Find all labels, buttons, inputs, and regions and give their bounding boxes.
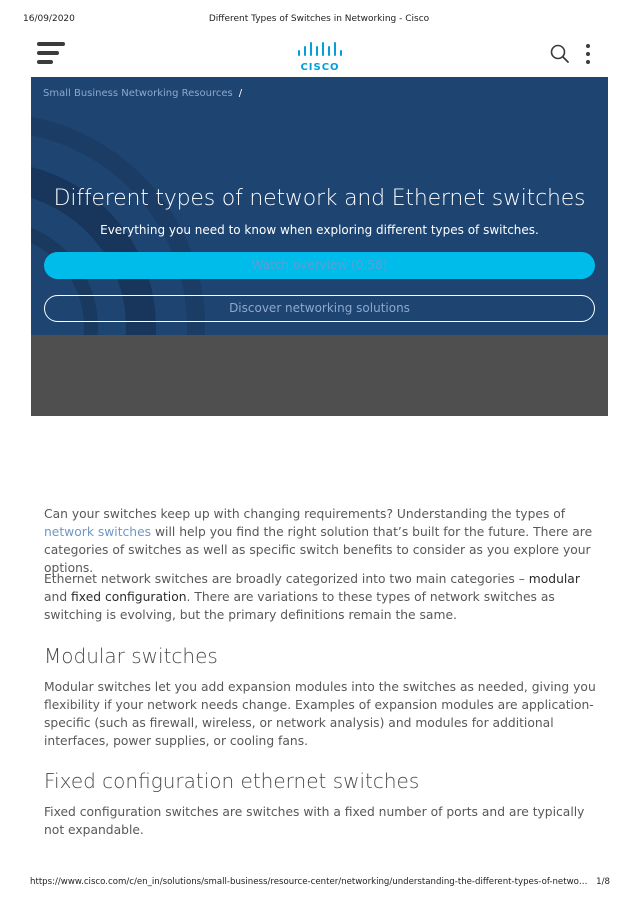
modular-link[interactable]: modular (528, 572, 580, 586)
fixed-configuration-paragraph: Fixed configuration switches are switches with a fixed number of ports and are typically not expandable. (44, 805, 585, 837)
breadcrumb[interactable] (43, 88, 242, 99)
breadcrumb-separator: / (238, 88, 243, 99)
print-page-number: 1/8 (596, 877, 610, 887)
categories-text-2: and (44, 590, 72, 604)
hero-title: Different types of network and Ethernet switches (53, 186, 586, 211)
breadcrumb-link[interactable]: Small Business Networking Resources (43, 88, 233, 99)
hero-banner (31, 77, 608, 335)
categories-text-3: . There are variations to these types of network switches as switching is evolving, but the primary definitions remain the same. (44, 590, 555, 622)
modular-switches-heading: Modular switches (44, 644, 218, 668)
intro-text-2: will help you find the right solution that’s built for the future. There are categories of switches as well as specific switch benefits to consider as you explore your options. (44, 525, 593, 575)
modular-switches-paragraph: Modular switches let you add expansion modules into the switches as needed, giving you flexibility if your network needs change. Examples of expansion modules are application-specific (such as firewall, wireless, or network analysis) and modules for additional interfaces, power supplies, or cooling fans. (44, 680, 596, 748)
print-url: https://www.cisco.com/c/en_in/solutions/small-business/resource-center/networking/understanding-the-different-types-of-netwo… (30, 877, 588, 887)
cisco-logo[interactable] (294, 40, 346, 72)
site-header (30, 36, 608, 76)
cisco-logo-text: CISCO (300, 62, 340, 72)
print-header (0, 14, 638, 28)
categories-text-1: Ethernet network switches are broadly categorized into two main categories – (44, 572, 529, 586)
print-date: 16/09/2020 (23, 14, 75, 24)
vertical-ellipsis-icon[interactable] (583, 43, 593, 65)
categories-paragraph (44, 570, 596, 624)
video-placeholder[interactable] (31, 335, 608, 416)
watch-overview-button[interactable]: Watch overview (0:58) (44, 252, 595, 279)
search-icon[interactable] (549, 43, 571, 65)
intro-paragraph (44, 505, 596, 577)
hero-subtitle: Everything you need to know when exploring different types of switches. (100, 223, 539, 237)
fixed-configuration-link[interactable]: fixed configuration (71, 590, 187, 604)
print-page-title: Different Types of Switches in Networking - Cisco (208, 14, 430, 24)
print-footer (0, 877, 638, 891)
network-switches-link[interactable]: network switches (44, 525, 152, 539)
intro-text-1: Can your switches keep up with changing requirements? Understanding the types of (44, 507, 566, 521)
hamburger-menu-icon[interactable] (37, 42, 67, 66)
discover-solutions-button[interactable]: Discover networking solutions (44, 295, 595, 322)
fixed-configuration-heading: Fixed configuration ethernet switches (44, 769, 420, 793)
